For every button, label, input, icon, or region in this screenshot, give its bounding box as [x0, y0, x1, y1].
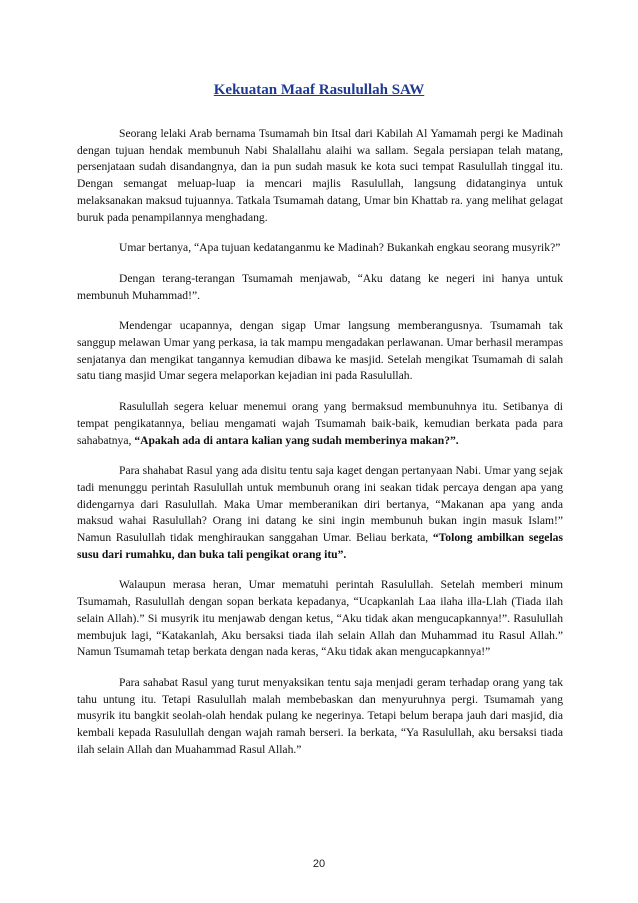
document-body: [77, 126, 563, 773]
paragraph-2: [77, 240, 563, 257]
paragraph-6: [77, 463, 563, 563]
paragraph-5: [77, 399, 563, 449]
paragraph-8: [77, 675, 563, 759]
paragraph-3-text: Dengan terang-terangan Tsumamah menjawab, “Aku datang ke negeri ini hanya untuk membunuh Muhammad!”.: [77, 271, 563, 302]
paragraph-7: [77, 577, 563, 661]
paragraph-3: [77, 271, 563, 304]
page-number: 20: [312, 858, 326, 870]
paragraph-1-text: Seorang lelaki Arab bernama Tsumamah bin Itsal dari Kabilah Al Yamamah pergi ke Madinah dengan tujuan hendak membunuh Nabi Shalallahu alaihi wa sallam. Segala persiapan telah matang, persenjataan sudah disandangnya, dan ia pun sudah masuk ke kota suci tempat Rasulullah tinggal itu. Dengan semangat meluap-luap ia mencari majlis Rasulullah, langsung didatanginya untuk melaksanakan maksud tujuannya. Tatkala Tsumamah datang, Umar bin Khattab ra. yang melihat gelagat buruk pada penampilannya menghadang.: [77, 127, 563, 224]
paragraph-1: [77, 126, 563, 226]
paragraph-6-text: Para shahabat Rasul yang ada disitu tentu saja kaget dengan pertanyaan Nabi. Umar yang sejak tadi menunggu perintah Rasulullah untuk membunuh orang ini seakan tidak percaya dengan apa yang didengarnya dari Rasulullah. Maka Umar memberanikan diri bertanya, “Makanan apa yang anda maksud wahai Rasulullah? Orang ini datang ke sini ingin membunuh bukan ingin masuk Islam!” Namun Rasulullah tidak menghiraukan sanggahan Umar. Beliau berkata,: [77, 464, 563, 545]
paragraph-4: [77, 318, 563, 385]
paragraph-7-text: Walaupun merasa heran, Umar mematuhi perintah Rasulullah. Setelah memberi minum Tsumamah, Rasulullah dengan sopan berkata kepadanya, “Ucapkanlah Laa ilaha illa-Llah (Tiada ilah selain Allah).” Si musyrik itu menjawab dengan ketus, “Aku tidak akan mengucapkannya!”. Rasulullah membujuk lagi, “Katakanlah, Aku bersaksi tiada ilah selain Allah dan Muhammad itu Rasul Allah.” Namun Tsumamah tetap berkata dengan nada keras, “Aku tidak akan mengucapkannya!”: [77, 578, 563, 659]
paragraph-5-bold-quote: “Apakah ada di antara kalian yang sudah memberinya makan?”.: [134, 433, 459, 447]
document-title: Kekuatan Maaf Rasulullah SAW: [213, 82, 425, 98]
paragraph-2-text: Umar bertanya, “Apa tujuan kedatanganmu ke Madinah? Bukankah engkau seorang musyrik?”: [119, 241, 561, 255]
paragraph-8-text: Para sahabat Rasul yang turut menyaksikan tentu saja menjadi geram terhadap orang yang tak tahu untung itu. Tetapi Rasulullah malah membebaskan dan menyuruhnya pergi. Tsumamah yang musyrik itu bangkit seolah-olah hendak pulang ke negerinya. Tetapi belum berapa jauh dari masjid, dia kembali kepada Rasulullah dengan wajah ramah berseri. Ia berkata, “Ya Rasulullah, aku bersaksi tiada ilah selain Allah dan Muahammad Rasul Allah.”: [77, 675, 563, 756]
paragraph-4-text: Mendengar ucapannya, dengan sigap Umar langsung memberangusnya. Tsumamah tak sanggup melawan Umar yang perkasa, ia tak mampu mengadakan perlawanan. Umar berhasil merampas senjatanya dan mengikat tangannya kemudian dibawa ke masjid. Setelah mengikat Tsumamah di salah satu tiang masjid Umar segera melaporkan kejadian ini pada Rasulullah.: [77, 319, 563, 383]
paragraph-5-text: Rasulullah segera keluar menemui orang yang bermaksud membunuhnya itu. Setibanya di tempat pengikatannya, beliau mengamati wajah Tsumamah baik-baik, kemudian berkata pada para sahabatnya,: [77, 400, 563, 447]
paragraph-6-bold-quote: “Tolong ambilkan segelas susu dari rumahku, dan buka tali pengikat orang itu”.: [77, 531, 563, 561]
